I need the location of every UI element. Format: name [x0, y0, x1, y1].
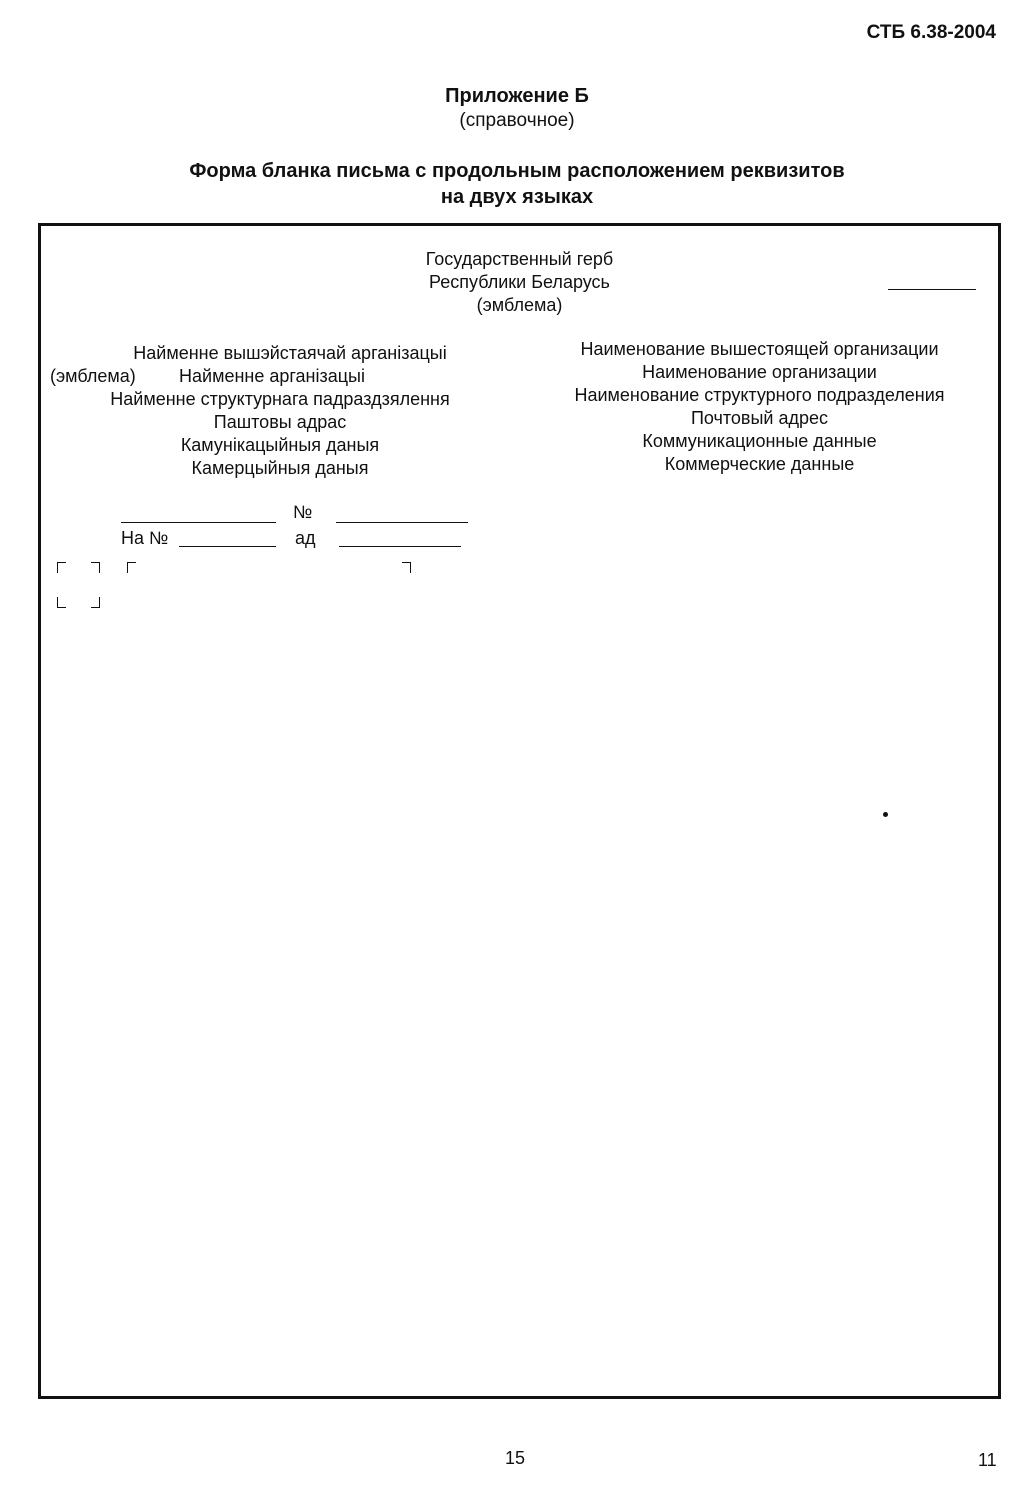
corner-mark-bottom-right: [91, 597, 100, 608]
communication-ru: Коммуникационные данные: [642, 431, 877, 451]
emblem-line-1: Государственный герб: [425, 249, 614, 269]
letter-form-frame: [38, 223, 1001, 1399]
communication-by: Камунікацыйныя даныя: [180, 435, 380, 455]
subdivision-ru: Наименование структурного подразделения: [574, 385, 945, 405]
from-label: ад: [295, 528, 316, 548]
emblem-line-2: Республики Беларусь: [429, 272, 610, 292]
form-title: [0, 158, 1034, 210]
corner-mark-top-right: [91, 562, 100, 573]
requisites-russian: [521, 338, 998, 476]
corner-mark-bottom-left: [57, 597, 66, 608]
postal-by: Паштовы адрас: [213, 412, 347, 432]
org-row-by: [41, 365, 519, 388]
requisites-belarusian: [41, 342, 519, 480]
subdivision-by: Найменне структурнага падраздзялення: [110, 389, 450, 409]
date-field-line: [121, 522, 276, 523]
page-number-center: 15: [505, 1448, 526, 1468]
number-field-line: [336, 522, 468, 523]
address-corner-top-left: [127, 562, 136, 573]
commercial-ru: Коммерческие данные: [664, 454, 855, 474]
emblem-side-line: [888, 289, 976, 290]
document-code: СТБ 6.38-2004: [866, 22, 996, 43]
speck-mark: [883, 812, 888, 817]
org-ru: Наименование организации: [642, 362, 877, 382]
commercial-by: Камерцыйныя даныя: [191, 458, 369, 478]
emblem-line-3: (эмблема): [476, 295, 563, 315]
higher-org-ru: Наименование вышестоящей организации: [580, 339, 939, 359]
annex-subtitle: (справочное): [459, 110, 575, 131]
emblem-label: (эмблема): [50, 366, 136, 386]
postal-ru: Почтовый адрес: [690, 408, 829, 428]
page-number-right: 11: [978, 1450, 997, 1470]
org-by: Найменне арганізацыі: [179, 366, 365, 386]
ref-number-field-line: [179, 546, 276, 547]
form-title-line-1: Форма бланка письма с продольным расположением реквизитов: [189, 160, 845, 182]
ref-number-label: На №: [121, 528, 169, 548]
from-field-line: [339, 546, 461, 547]
address-corner-top-right: [402, 562, 411, 573]
corner-mark-top-left: [57, 562, 66, 573]
emblem-block: [41, 248, 998, 317]
number-label: №: [293, 502, 313, 522]
higher-org-by: Найменне вышэйстаячай арганізацыі: [133, 343, 447, 363]
annex-title: Приложение Б: [445, 85, 589, 107]
form-title-line-2: на двух языках: [440, 186, 594, 208]
